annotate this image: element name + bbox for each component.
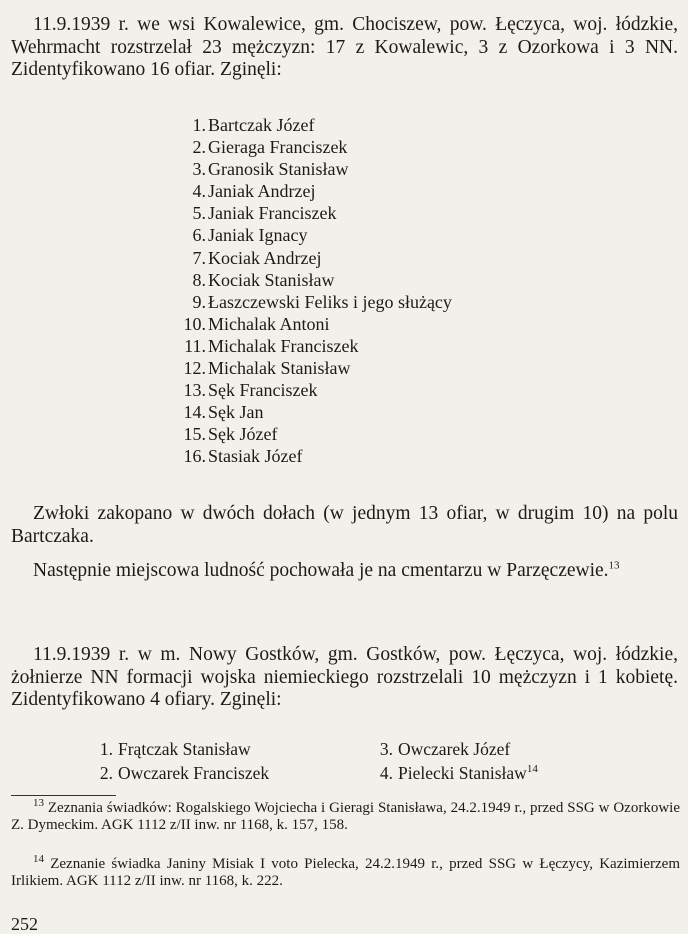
paragraph-burial: Zwłoki zakopano w dwóch dołach (w jednym 13 ofiar, w drugim 10) na polu Bartczaka. [11, 503, 678, 547]
list-item: 1. Frątczak Stanisław [99, 739, 251, 759]
paragraph-nowy-gostkow-intro: 11.9.1939 r. w m. Nowy Gostków, gm. Gostków, pow. Łęczyca, woj. łódzkie, żołnierze NN formacji wojska niemieckiego rozstrzelali 10 mężczyzn i 1 kobietę. Zidentyfikowano 4 ofiary. Zginęli: [11, 644, 678, 710]
list-item: 1. Bartczak Józef [192, 115, 315, 135]
footnote-14: $^{14}$ Zeznanie świadka Janiny Misiak I voto Pielecka, 24.2.1949 r., przed SSG w Łęczycy, Kazimierzem Irlikiem. AGK 1112 z/II inw. nr 1168, k. 222. [11, 853, 680, 889]
list-item: 3. Owczarek Józef [379, 739, 511, 759]
list-item: 11. Michalak Franciszek [184, 335, 359, 356]
victims-list-nowy-gostkow [75, 737, 635, 785]
list-item: 13. Sęk Franciszek [183, 380, 318, 401]
list-item: 8. Kociak Stanisław [192, 269, 335, 290]
list-item: 4. Pielecki Stanisław$^{14}$ [379, 763, 538, 783]
paragraph-reburial: Następnie miejscowa ludność pochowała je na cmentarzu w Parzęczewie.$^{13}$ [33, 559, 620, 581]
footnote-ref-13: 13 [608, 559, 620, 572]
list-item: 3. Granosik Stanisław [192, 159, 349, 180]
list-item: 15. Sęk Józef [183, 424, 278, 445]
list-item: 5. Janiak Franciszek [192, 203, 337, 224]
list-item: 2. Owczarek Franciszek [99, 763, 270, 783]
page-number: 252 [11, 914, 38, 934]
footnote-ref-14: 14 [526, 763, 538, 776]
list-item: 2. Gieraga Franciszek [192, 137, 348, 158]
footnote-13: $^{13}$ Zeznania świadków: Rogalskiego Wojciecha i Gieragi Stanisława, 24.2.1949 r., przed SSG w Ozorkowie Z. Dymeckim. AGK 1112 z/II inw. nr 1168, k. 157, 158. [11, 797, 680, 833]
victims-list-kowalewice [166, 114, 452, 468]
list-item: 14. Sęk Jan [183, 402, 264, 423]
list-item: 4. Janiak Andrzej [192, 181, 316, 202]
list-item: 7. Kociak Andrzej [192, 247, 322, 268]
list-item: 10. Michalak Antoni [183, 313, 330, 334]
list-item: 9. Łaszczewski Feliks i jego służący [192, 291, 452, 312]
list-item: 12. Michalak Stanisław [183, 358, 351, 379]
paragraph-kowalewice-intro: 11.9.1939 r. we wsi Kowalewice, gm. Chociszew, pow. Łęczyca, woj. łódzkie, Wehrmacht rozstrzelał 23 mężczyzn: 17 z Kowalewic, 3 z Ozorkowa i 3 NN. Zidentyfikowano 16 ofiar. Zginęli: [11, 14, 678, 80]
footnote-divider [11, 795, 116, 796]
list-item: 6. Janiak Ignacy [192, 225, 308, 246]
list-item: 16. Stasiak Józef [183, 446, 303, 467]
